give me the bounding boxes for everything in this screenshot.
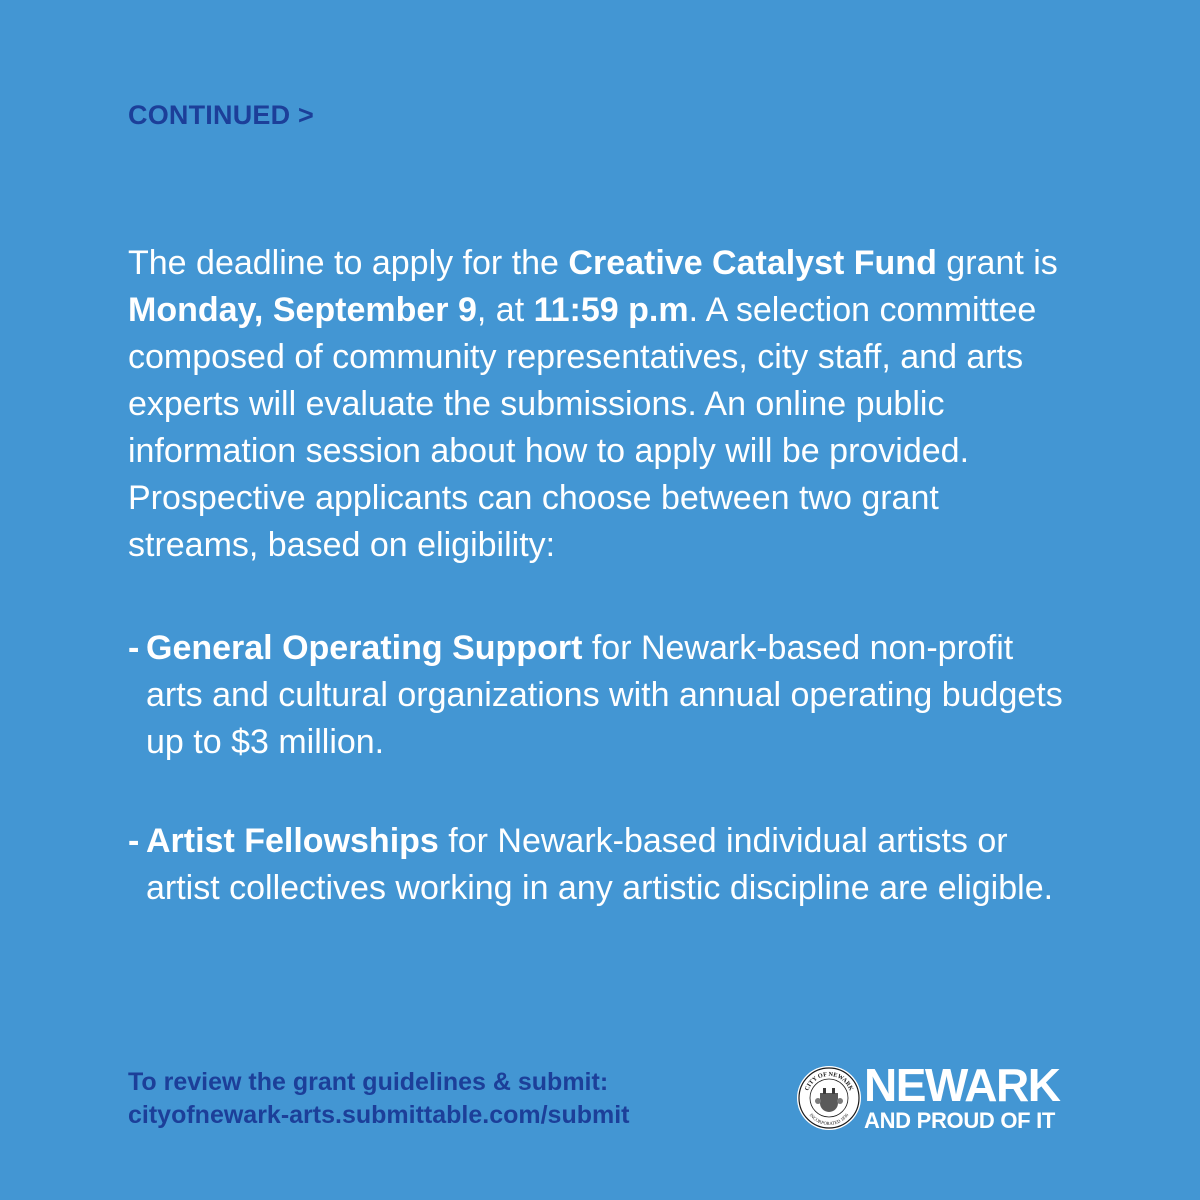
- grant-stream-artist-fellowships: [128, 818, 1078, 912]
- svg-text:INCORPORATED 1836: INCORPORATED 1836: [808, 1112, 850, 1127]
- svg-text:CITY OF NEWARK: CITY OF NEWARK: [803, 1070, 855, 1092]
- continued-label: CONTINUED >: [128, 100, 314, 130]
- newark-logo: [796, 1059, 1086, 1138]
- intro-text-3: , at: [476, 291, 534, 329]
- stream-title: General Operating Support: [146, 629, 583, 667]
- intro-text-1: The deadline to apply for the: [128, 244, 569, 282]
- intro-paragraph: [128, 240, 1078, 569]
- intro-text-4: . A selection committee composed of community representatives, city staff, and arts experts will evaluate the submissions. An online public information session about how to apply will be provided. Prospective applicants can choose between two grant streams, based on eligibility:: [128, 291, 1037, 564]
- deadline-date: Monday, September 9: [128, 291, 477, 329]
- deadline-time: 11:59 p.m: [533, 291, 689, 329]
- stream-description: for Newark-based non-profit arts and cultural organizations with annual operating budgets up to $3 million.: [146, 629, 1063, 761]
- bullet-dash: -: [128, 629, 140, 667]
- city-seal-icon: [796, 1065, 862, 1131]
- grant-stream-general-operating: [128, 625, 1078, 766]
- footer-instruction: To review the grant guidelines & submit:: [128, 1068, 609, 1096]
- stream-description: for Newark-based individual artists or artist collectives working in any artistic discipline are eligible.: [146, 822, 1054, 907]
- stream-title: Artist Fellowships: [146, 822, 439, 860]
- submission-url[interactable]: cityofnewark-arts.submittable.com/submit: [128, 1101, 630, 1129]
- fund-name: Creative Catalyst Fund: [568, 244, 937, 282]
- bullet-dash: -: [128, 822, 140, 860]
- logo-name: NEWARK: [864, 1059, 1060, 1111]
- footer-cta: [128, 1066, 630, 1132]
- logo-tagline: AND PROUD OF IT: [864, 1108, 1056, 1133]
- intro-text-2: grant is: [936, 244, 1058, 282]
